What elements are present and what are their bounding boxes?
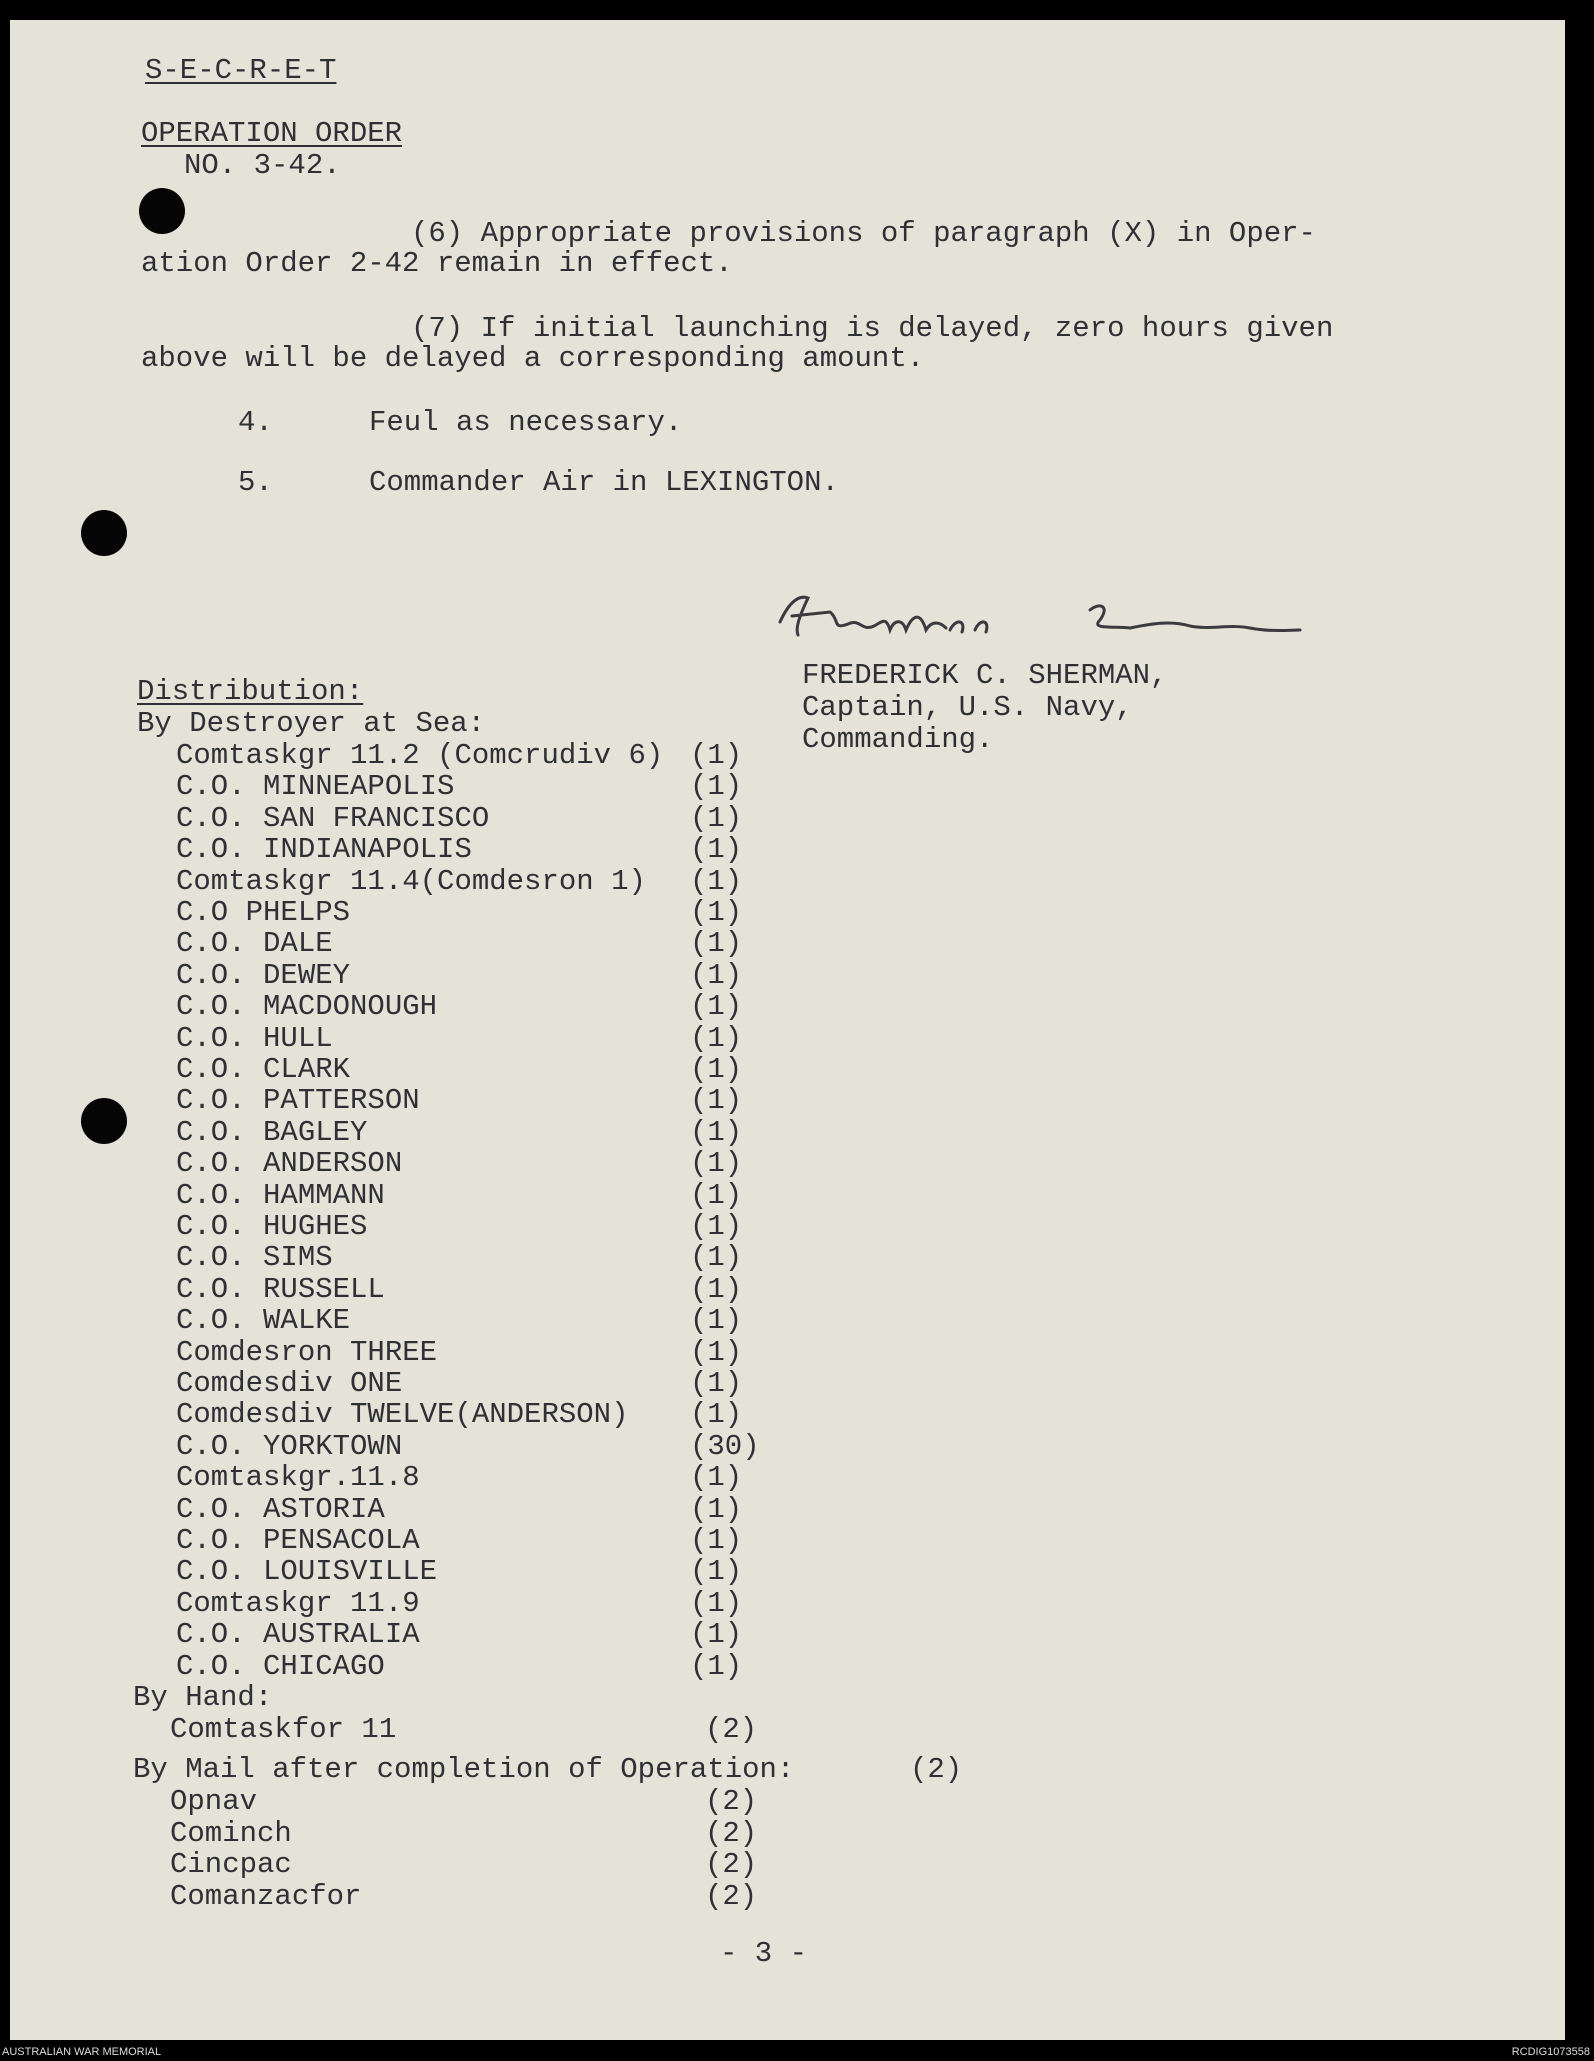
copy-count: (1): [690, 1084, 743, 1118]
distribution-row: [0, 1619, 1594, 1651]
recipient-name: C.O. CHICAGO: [176, 1649, 385, 1683]
copy-count: (1): [690, 801, 743, 835]
distribution-row: [0, 1881, 1594, 1913]
distribution-row: [0, 1588, 1594, 1620]
recipient-name: C.O. ANDERSON: [176, 1147, 403, 1181]
distribution-row: [0, 1211, 1594, 1243]
recipient-name: Comtaskgr.11.8: [176, 1461, 420, 1495]
recipient-name: Comtaskgr 11.9: [176, 1586, 420, 1620]
copy-count: (1): [690, 1618, 743, 1652]
distribution-row: [0, 771, 1594, 803]
copy-count: (1): [690, 1053, 743, 1086]
distribution-row: [0, 1305, 1594, 1337]
distribution-row: [0, 866, 1594, 898]
copy-count: (1): [690, 1021, 743, 1055]
recipient-name: Cominch: [170, 1816, 292, 1850]
recipient-name: Opnav: [170, 1785, 258, 1818]
copy-count: (1): [690, 1367, 743, 1400]
copy-count: (1): [690, 1147, 743, 1181]
distribution-row: [0, 1525, 1594, 1557]
copy-count: (1): [690, 927, 743, 961]
signatory-rank: Captain, U.S. Navy,: [802, 691, 1133, 724]
copy-count: (1): [690, 1586, 743, 1620]
footer-archive-label: AUSTRALIAN WAR MEMORIAL: [2, 2046, 162, 2058]
recipient-name: C.O. HULL: [176, 1021, 333, 1055]
recipient-name: C.O. WALKE: [176, 1304, 351, 1338]
item-5-number: 5.: [238, 466, 273, 499]
distribution-row: [0, 1431, 1594, 1463]
signatory-role: Commanding.: [802, 723, 994, 756]
copy-count: (1): [690, 1178, 743, 1212]
distribution-row: [0, 1399, 1594, 1431]
distribution-row: [0, 1651, 1594, 1683]
copy-count: (1): [690, 1398, 743, 1432]
distribution-row: [0, 1714, 1594, 1746]
by-mail-heading: By Mail after completion of Operation:: [133, 1753, 795, 1786]
distribution-row: [0, 897, 1594, 929]
distribution-row: [0, 1274, 1594, 1306]
copy-count: (1): [690, 864, 743, 898]
recipient-name: C.O. BAGLEY: [176, 1115, 368, 1149]
distribution-row: [0, 1148, 1594, 1180]
paragraph-7-line-1: (7) If initial launching is delayed, zero hours given: [411, 312, 1334, 345]
distribution-row: [0, 1818, 1594, 1850]
distribution-row: [0, 1117, 1594, 1149]
recipient-name: Comtaskgr 11.2 (Comcrudiv 6): [176, 739, 664, 772]
recipient-name: C.O. ASTORIA: [176, 1492, 385, 1526]
copy-count: (2): [705, 1713, 758, 1746]
copy-count: (1): [690, 1272, 743, 1306]
item-4-text: Feul as necessary.: [369, 406, 683, 439]
paragraph-6-line-2: ation Order 2-42 remain in effect.: [141, 247, 733, 280]
distribution-row: [0, 1054, 1594, 1086]
distribution-row: [0, 834, 1594, 866]
classification-label: S-E-C-R-E-T: [145, 54, 337, 87]
recipient-name: C.O PHELPS: [176, 896, 351, 929]
distribution-row: [0, 1849, 1594, 1881]
recipient-name: C.O. HAMMANN: [176, 1178, 385, 1212]
distribution-row: [0, 960, 1594, 992]
recipient-name: Comtaskfor 11: [170, 1713, 397, 1746]
copy-count: (1): [690, 1555, 743, 1589]
copy-count: (1): [690, 1524, 743, 1557]
distribution-row: [0, 1494, 1594, 1526]
distribution-row: [0, 1242, 1594, 1274]
distribution-row: [0, 1085, 1594, 1117]
distribution-row: [0, 1023, 1594, 1055]
copy-count: (1): [690, 739, 743, 772]
page-number: - 3 -: [720, 1937, 808, 1970]
recipient-name: C.O. DALE: [176, 927, 333, 961]
distribution-row: [0, 740, 1594, 772]
recipient-name: Comdesron THREE: [176, 1335, 438, 1369]
recipient-name: C.O. LOUISVILLE: [176, 1555, 438, 1589]
recipient-name: C.O. DEWEY: [176, 958, 351, 992]
distribution-row: [0, 1180, 1594, 1212]
distribution-title: Distribution:: [137, 675, 364, 708]
punch-hole-top: [139, 188, 185, 234]
copy-count: (2): [705, 1816, 758, 1850]
order-number: NO. 3-42.: [184, 149, 341, 182]
by-mail-count: (2): [910, 1753, 963, 1786]
distribution-row: [0, 1556, 1594, 1588]
recipient-name: C.O. HUGHES: [176, 1210, 368, 1243]
copy-count: (1): [690, 1492, 743, 1526]
copy-count: (1): [690, 1649, 743, 1683]
recipient-name: C.O. INDIANAPOLIS: [176, 833, 472, 867]
copy-count: (1): [690, 1241, 743, 1275]
handwritten-signature: [770, 580, 1310, 660]
recipient-name: C.O. RUSSELL: [176, 1272, 385, 1306]
copy-count: (2): [705, 1848, 758, 1881]
copy-count: (1): [690, 1461, 743, 1495]
copy-count: (2): [705, 1879, 758, 1913]
recipient-name: C.O. PATTERSON: [176, 1084, 420, 1118]
copy-count: (30): [690, 1429, 760, 1463]
distribution-row: [0, 1786, 1594, 1818]
recipient-name: C.O. MACDONOUGH: [176, 990, 438, 1024]
item-5-text: Commander Air in LEXINGTON.: [369, 466, 839, 499]
copy-count: (1): [690, 958, 743, 992]
recipient-name: Comanzacfor: [170, 1879, 362, 1913]
item-4-number: 4.: [238, 406, 273, 439]
recipient-name: Cincpac: [170, 1848, 292, 1881]
copy-count: (1): [690, 1115, 743, 1149]
footer-record-id: RCDIG1073558: [1511, 2046, 1590, 2058]
copy-count: (1): [690, 833, 743, 867]
copy-count: (1): [690, 896, 743, 929]
recipient-name: C.O. SAN FRANCISCO: [176, 801, 490, 835]
distribution-row: [0, 1337, 1594, 1369]
copy-count: (1): [690, 1210, 743, 1243]
copy-count: (1): [690, 1304, 743, 1338]
recipient-name: C.O. MINNEAPOLIS: [176, 770, 455, 804]
distribution-row: [0, 1462, 1594, 1494]
copy-count: (1): [690, 990, 743, 1024]
distribution-row: [0, 1368, 1594, 1400]
recipient-name: C.O. PENSACOLA: [176, 1524, 420, 1557]
distribution-row: [0, 928, 1594, 960]
punch-hole-middle: [81, 510, 127, 556]
paragraph-7-line-2: above will be delayed a corresponding amount.: [141, 342, 925, 375]
copy-count: (2): [705, 1785, 758, 1818]
recipient-name: C.O. YORKTOWN: [176, 1429, 403, 1463]
by-hand-heading: By Hand:: [133, 1681, 273, 1714]
recipient-name: Comtaskgr 11.4(Comdesron 1): [176, 864, 646, 898]
by-destroyer-heading: By Destroyer at Sea:: [137, 707, 486, 740]
distribution-row: [0, 803, 1594, 835]
recipient-name: C.O. AUSTRALIA: [176, 1618, 420, 1652]
paragraph-6-line-1: (6) Appropriate provisions of paragraph (X) in Oper-: [411, 217, 1316, 250]
recipient-name: C.O. CLARK: [176, 1053, 351, 1086]
recipient-name: Comdesdiv ONE: [176, 1367, 403, 1400]
distribution-row: [0, 991, 1594, 1023]
copy-count: (1): [690, 1335, 743, 1369]
signatory-name: FREDERICK C. SHERMAN,: [802, 659, 1168, 692]
recipient-name: Comdesdiv TWELVE(ANDERSON): [176, 1398, 629, 1432]
copy-count: (1): [690, 770, 743, 804]
order-title: OPERATION ORDER: [141, 117, 403, 150]
recipient-name: C.O. SIMS: [176, 1241, 333, 1275]
